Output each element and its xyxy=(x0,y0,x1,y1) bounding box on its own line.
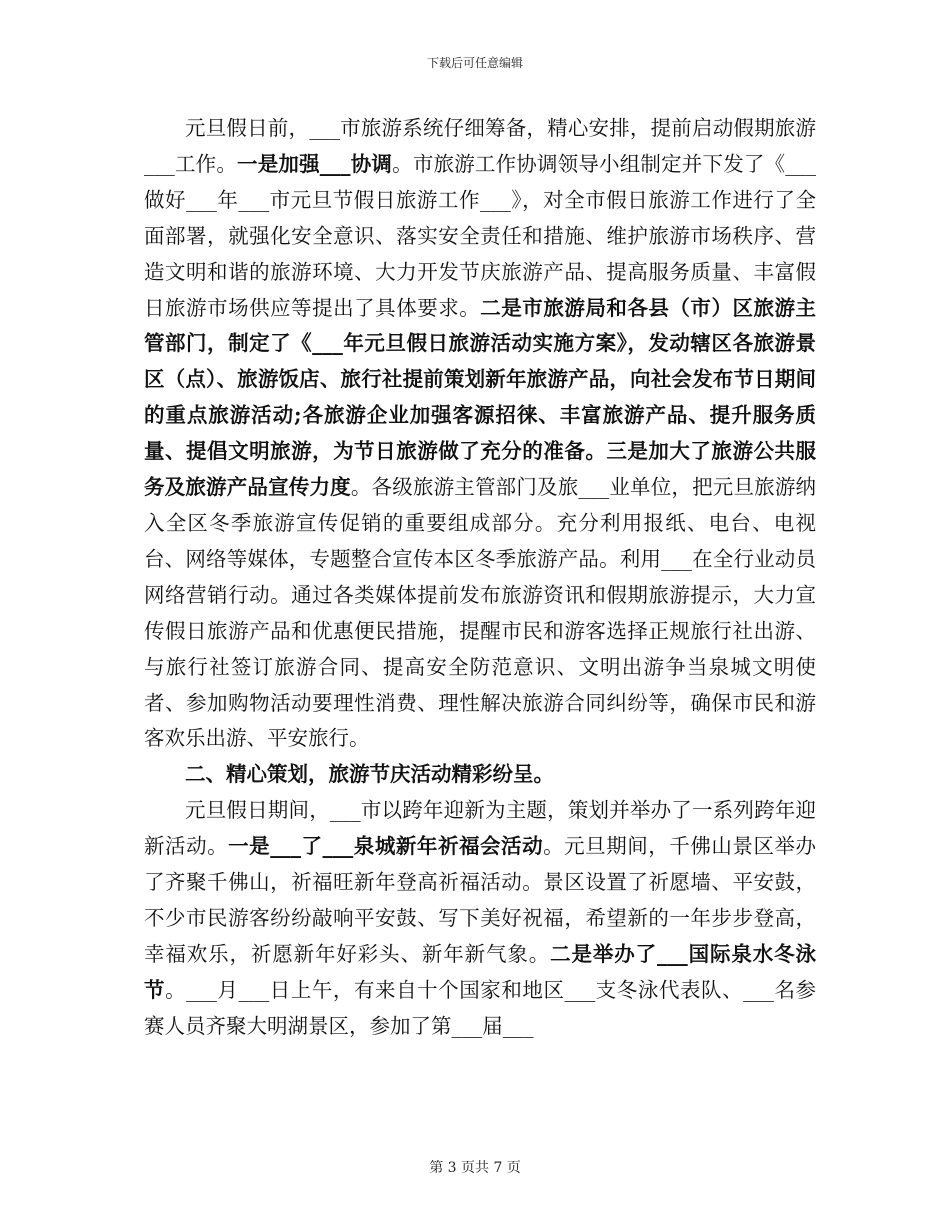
section-heading xyxy=(144,757,816,793)
document-body xyxy=(144,111,816,1045)
text-run: 。___月___日上午，有来自十个国家和地区___支冬泳代表队、___名参赛人员齐聚大明湖景区，参加了第___届___ xyxy=(144,977,817,1038)
text-run: 。市旅游工作协调领导小组制定并下发了《___做好___年___市元旦节假日旅游工作___》，对全市假日旅游工作进行了全面部署，就强化安全意识、落实安全责任和措施、维护旅游市场秩序、营造文明和谐的旅游环境、大力开发节庆旅游产品、提高服务质量、丰富假日旅游市场供应等提出了具体要求。 xyxy=(144,151,817,320)
page-header-note: 下载后可任意编辑 xyxy=(426,56,523,70)
paragraph xyxy=(144,111,816,757)
bold-text-run: 二是举办了___国际泉水冬泳节 xyxy=(144,941,816,1002)
bold-text-run: 二、精心策划，旅游节庆活动精彩纷呈。 xyxy=(185,762,554,787)
page-number: 第 3 页共 7 页 xyxy=(429,1160,521,1176)
bold-text-run: 一是加强___协调 xyxy=(237,151,393,176)
text-run: 元旦假日前，___市旅游系统仔细筹备，精心安排，提前启动假期旅游___工作。 xyxy=(144,116,816,176)
bold-text-run: 二是市旅游局和各县（市）区旅游主管部门，制定了《___年元旦假日旅游活动实施方案》，发动辖区各旅游景区（点）、旅游饭店、旅行社提前策划新年旅游产品，向社会发布节日期间的重点旅游活动;各旅游企业加强客源招徕、丰富旅游产品、提升服务质量、提倡文明旅游，为节日旅游做了充分的准备。三是加大了旅游公共服务及旅游产品宣传力度 xyxy=(144,295,817,500)
text-run: 。元旦期间，千佛山景区举办了齐聚千佛山，祈福旺新年登高祈福活动。景区设置了祈愿墙、平安鼓，不少市民游客纷纷敲响平安鼓、写下美好祝福，希望新的一年步步登高，幸福欢乐，祈愿新年好彩头、新年新气象。 xyxy=(144,834,817,966)
text-run: 元旦假日期间，___市以跨年迎新为主题，策划并举办了一系列跨年迎新活动。 xyxy=(144,798,816,859)
paragraph xyxy=(144,793,816,1044)
bold-text-run: 一是___了___泉城新年祈福会活动 xyxy=(228,834,544,859)
text-run: 。各级旅游主管部门及旅___业单位，把元旦旅游纳入全区冬季旅游宣传促销的重要组成部分。充分利用报纸、电台、电视台、网络等媒体，专题整合宣传本区冬季旅游产品。利用___在全行业动员网络营销行动。通过各类媒体提前发布旅游资讯和假期旅游提示，大力宣传假日旅游产品和优惠便民措施，提醒市民和游客选择正规旅行社出游、与旅行社签订旅游合同、提高安全防范意识、文明出游争当泉城文明使者、参加购物活动要理性消费、理性解决旅游合同纠纷等，确保市民和游客欢乐出游、平安旅行。 xyxy=(144,475,817,751)
